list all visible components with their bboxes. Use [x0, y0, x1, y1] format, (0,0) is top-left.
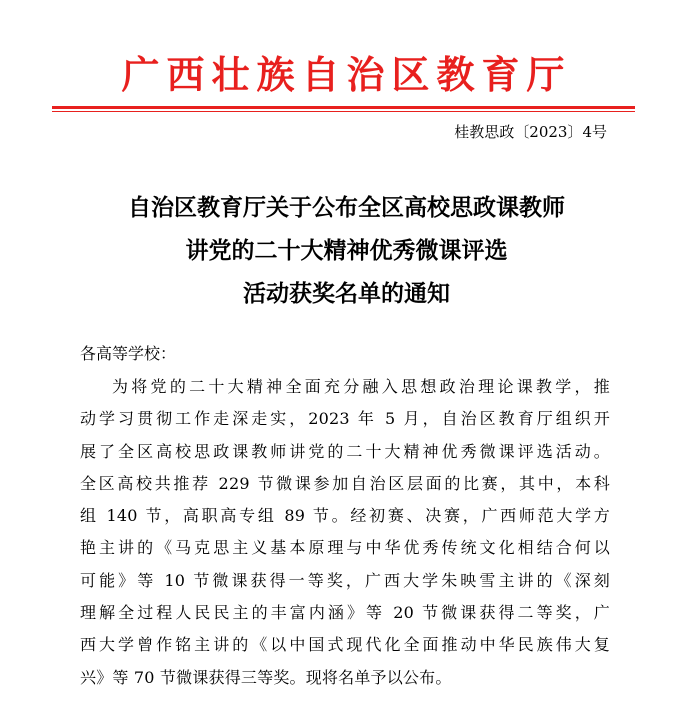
body-line: 西大学曾作铭主讲的《以中国式现代化全面推动中华民族伟大复 [80, 635, 610, 655]
body-line: 可能》等 10 节微课获得一等奖，广西大学朱映雪主讲的《深刻 [80, 570, 610, 590]
notice-body [80, 371, 610, 694]
notice-title-line: 活动获奖名单的通知 [243, 280, 450, 307]
notice-title-line: 讲党的二十大精神优秀微课评选 [185, 237, 508, 264]
red-header-rule-thin [52, 111, 635, 112]
body-line: 兴》等 70 节微课获得三等奖。现将名单予以公布。 [80, 667, 452, 687]
body-line: 理解全过程人民民主的丰富内涵》等 20 节微课获得二等奖，广 [80, 603, 610, 623]
issuing-authority-title: 广西壮族自治区教育厅 [121, 52, 572, 97]
body-line: 动学习贯彻工作走深走实，2023 年 5 月，自治区教育厅组织开 [80, 409, 610, 429]
notice-title-line: 自治区教育厅关于公布全区高校思政课教师 [128, 194, 565, 221]
notice-title [0, 186, 693, 315]
salutation: 各高等学校： [80, 344, 177, 363]
body-line: 展了全区高校思政课教师讲党的二十大精神优秀微课评选活动。 [80, 441, 610, 461]
body-line: 艳主讲的《马克思主义基本原理与中华优秀传统文化相结合何以 [80, 538, 610, 558]
red-header-rule [52, 106, 635, 109]
body-line: 组 140 节，高职高专组 89 节。经初赛、决赛，广西师范大学方 [80, 506, 610, 526]
body-line: 为将党的二十大精神全面充分融入思想政治理论课教学，推 [112, 377, 610, 396]
body-line: 全区高校共推荐 229 节微课参加自治区层面的比赛，其中，本科 [80, 473, 610, 493]
document-number: 桂教思政〔2023〕4号 [454, 123, 607, 141]
